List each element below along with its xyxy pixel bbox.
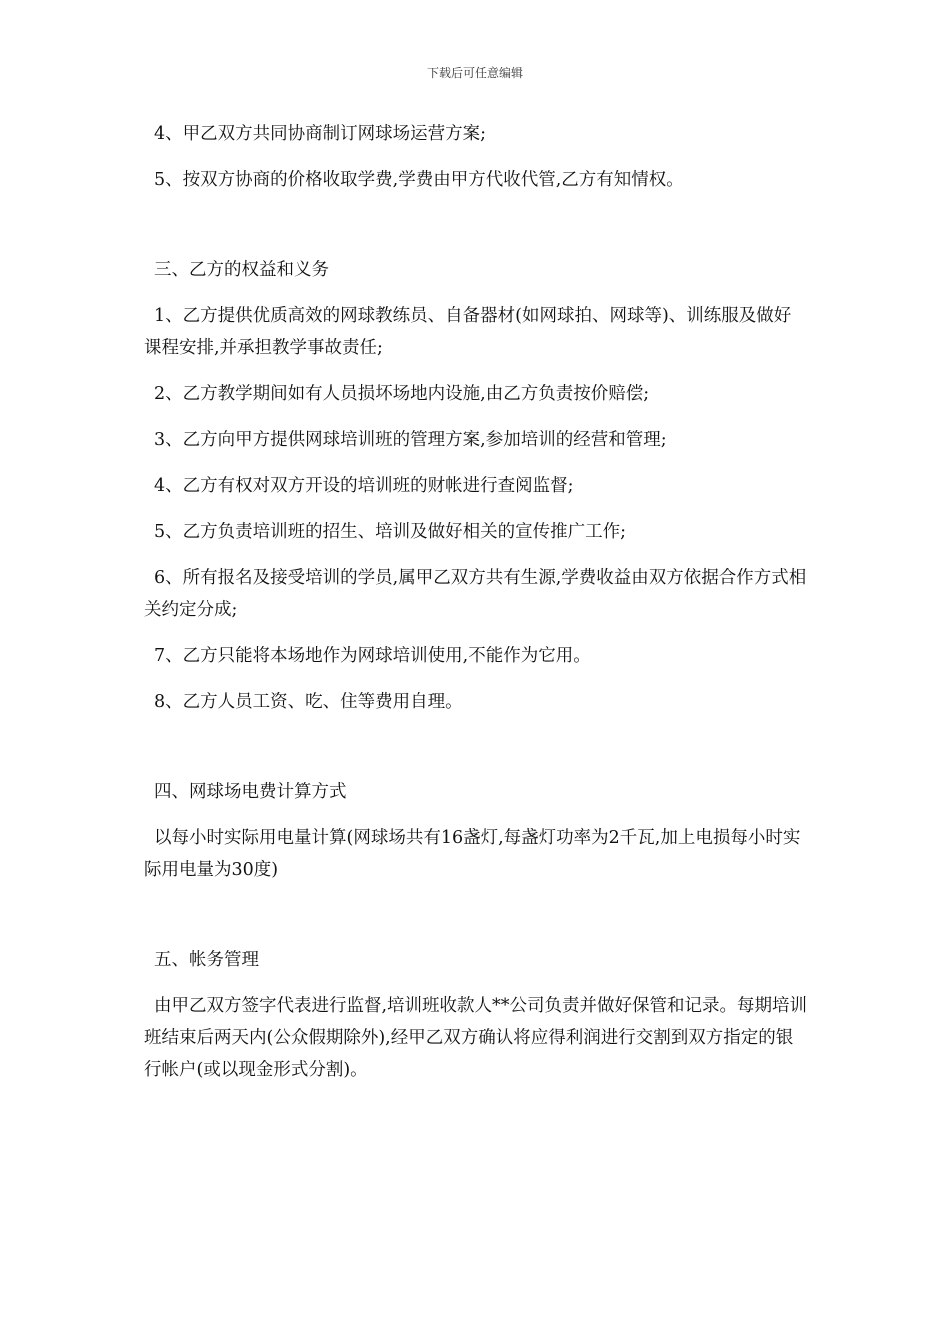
paragraph: 8、乙方人员工资、吃、住等费用自理。 bbox=[154, 692, 463, 712]
paragraph: 由甲乙双方签字代表进行监督,培训班收款人**公司负责并做好保管和记录。每期培训班结束后两天内(公众假期除外),经甲乙双方确认将应得利润进行交割到双方指定的银行帐户(或以现金形式分割)。 bbox=[144, 996, 808, 1080]
paragraph: 1、乙方提供优质高效的网球教练员、自备器材(如网球拍、网球等)、训练服及做好课程安排,并承担教学事故责任; bbox=[144, 306, 792, 358]
paragraph: 3、乙方向甲方提供网球培训班的管理方案,参加培训的经营和管理; bbox=[154, 430, 667, 450]
paragraph: 6、所有报名及接受培训的学员,属甲乙双方共有生源,学费收益由双方依据合作方式相关约定分成; bbox=[144, 568, 807, 620]
paragraph: 7、乙方只能将本场地作为网球培训使用,不能作为它用。 bbox=[154, 646, 591, 666]
section-heading: 四、网球场电费计算方式 bbox=[154, 782, 347, 802]
section-heading: 三、乙方的权益和义务 bbox=[154, 260, 329, 280]
paragraph: 5、乙方负责培训班的招生、培训及做好相关的宣传推广工作; bbox=[154, 522, 627, 542]
paragraph: 以每小时实际用电量计算(网球场共有16盏灯,每盏灯功率为2千瓦,加上电损每小时实际用电量为30度) bbox=[144, 828, 801, 880]
paragraph: 4、乙方有权对双方开设的培训班的财帐进行查阅监督; bbox=[154, 476, 574, 496]
paragraph: 4、甲乙双方共同协商制订网球场运营方案; bbox=[154, 124, 487, 144]
section-gap bbox=[144, 732, 808, 776]
paragraph: 5、按双方协商的价格收取学费,学费由甲方代收代管,乙方有知情权。 bbox=[154, 170, 684, 190]
section-gap bbox=[144, 900, 808, 944]
document-body bbox=[144, 118, 808, 1100]
paragraph: 2、乙方教学期间如有人员损坏场地内设施,由乙方负责按价赔偿; bbox=[154, 384, 650, 404]
section-gap bbox=[144, 210, 808, 254]
section-heading: 五、帐务管理 bbox=[154, 950, 259, 970]
page-header: 下载后可任意编辑 bbox=[426, 66, 523, 80]
